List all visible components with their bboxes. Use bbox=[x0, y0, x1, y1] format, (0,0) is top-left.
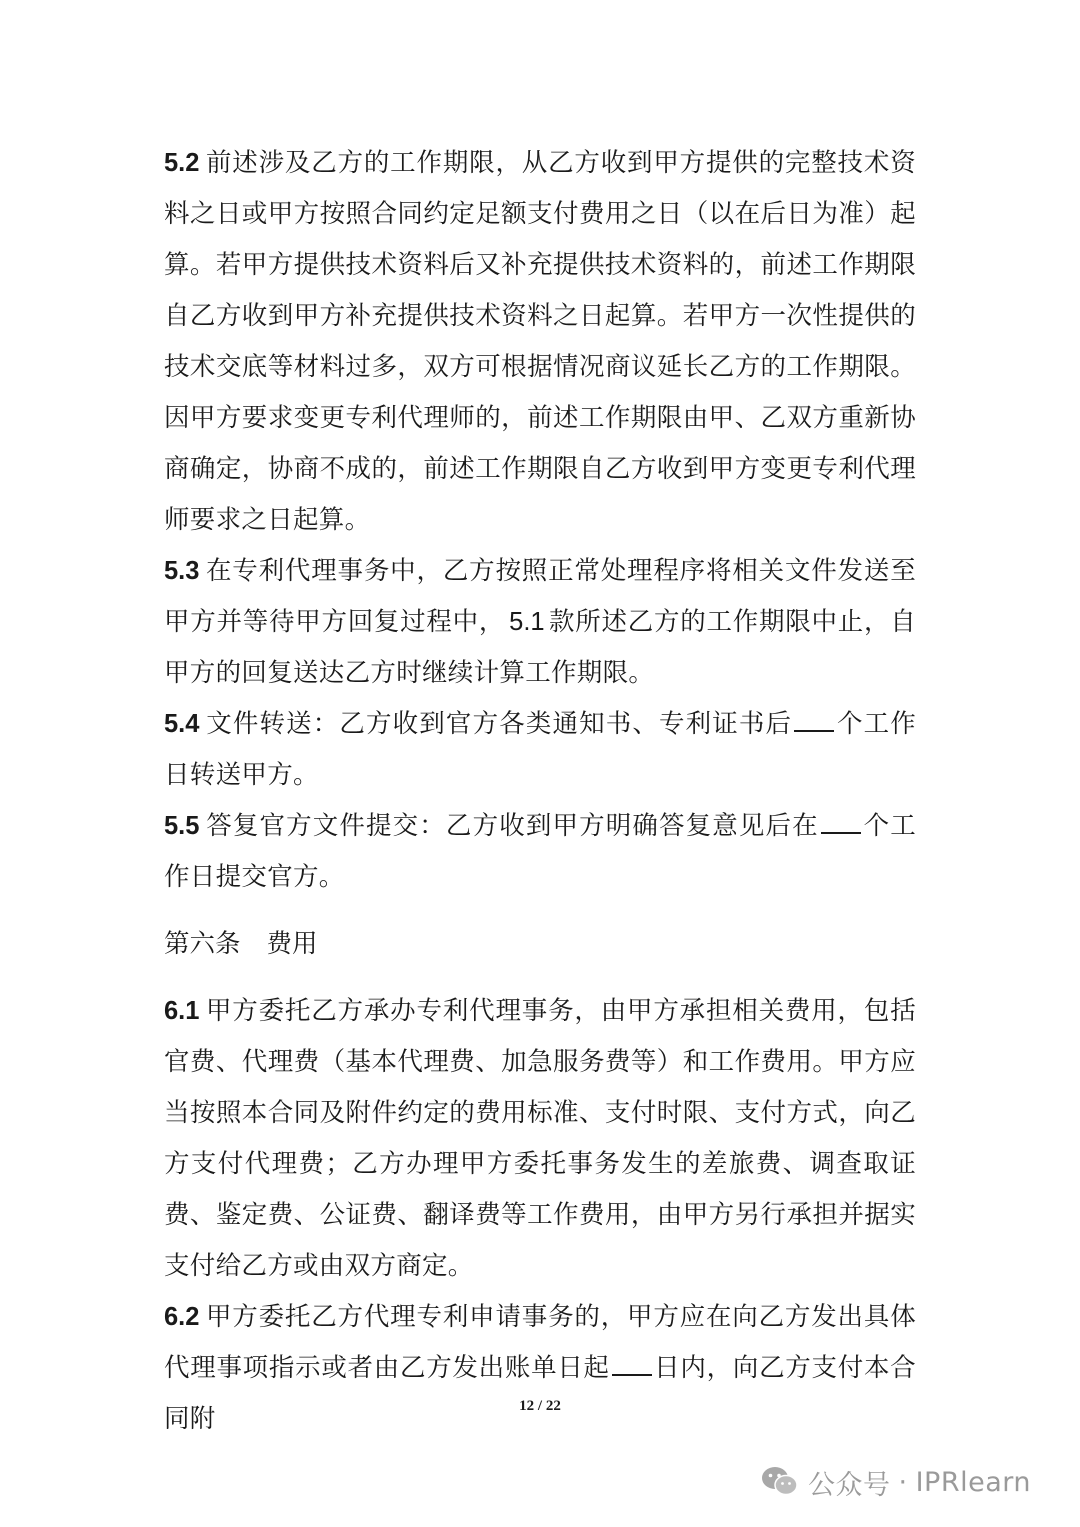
article-heading bbox=[164, 919, 916, 970]
wechat-icon bbox=[760, 1465, 800, 1499]
clause-text: 个工作日转送甲方。 bbox=[164, 709, 916, 790]
fill-in-blank bbox=[612, 1352, 652, 1376]
clause-number: 5.5 bbox=[164, 812, 200, 840]
fill-in-blank bbox=[821, 810, 861, 834]
clause-text: 在专利代理事务中，乙方按照正常处理程序将相关文件发送至甲方并等待甲方回复过程中， bbox=[164, 556, 916, 637]
watermark-label: 公众号 bbox=[808, 1469, 891, 1501]
page-number: 12 / 22 bbox=[519, 1398, 561, 1414]
clause-number: 6.1 bbox=[164, 997, 200, 1025]
clause-text: 前述涉及乙方的工作期限，从乙方收到甲方提供的完整技术资料之日或甲方按照合同约定足额支付费用之日（以在后日为准）起算。若甲方提供技术资料后又补充提供技术资料的，前述工作期限自乙方收到甲方补充提供技术资料之日起算。若甲方一次性提供的技术交底等材料过多，双方可根据情况商议延长乙方的工作期限。因甲方要求变更专利代理师的，前述工作期限由甲、乙双方重新协商确定，协商不成的，前述工作期限自乙方收到甲方变更专利代理师要求之日起算。 bbox=[164, 148, 916, 535]
clause-6-2 bbox=[164, 1292, 916, 1445]
fill-in-blank bbox=[794, 708, 834, 732]
clause-text: 个工作日提交官方。 bbox=[164, 811, 916, 892]
clause-text: 甲方委托乙方代理专利申请事务的，甲方应在向乙方发出具体代理事项指示或者由乙方发出账单日起 bbox=[164, 1302, 916, 1383]
clause-5-3 bbox=[164, 546, 916, 699]
watermark-separator: · bbox=[898, 1466, 908, 1498]
article-title: 费用 bbox=[266, 929, 318, 959]
article-label: 第六条 bbox=[164, 929, 241, 959]
clause-reference: 5.1 bbox=[509, 608, 545, 636]
clause-5-4 bbox=[164, 699, 916, 801]
clause-text: 款所述乙方的工作期限中止，自甲方的回复送达乙方时继续计算工作期限。 bbox=[164, 607, 916, 688]
document-page bbox=[164, 138, 916, 1445]
clause-number: 6.2 bbox=[164, 1303, 200, 1331]
clause-5-5 bbox=[164, 801, 916, 903]
clause-number: 5.2 bbox=[164, 149, 200, 177]
clause-text: 甲方委托乙方承办专利代理事务，由甲方承担相关费用，包括官费、代理费（基本代理费、加急服务费等）和工作费用。甲方应当按照本合同及附件约定的费用标准、支付时限、支付方式，向乙方支付代理费；乙方办理甲方委托事务发生的差旅费、调查取证费、鉴定费、公证费、翻译费等工作费用，由甲方另行承担并据实支付给乙方或由双方商定。 bbox=[164, 996, 916, 1281]
clause-number: 5.4 bbox=[164, 710, 200, 738]
clause-5-2 bbox=[164, 138, 916, 546]
clause-number: 5.3 bbox=[164, 557, 200, 585]
clause-text: 文件转送：乙方收到官方各类通知书、专利证书后 bbox=[205, 709, 793, 739]
clause-text: 答复官方文件提交：乙方收到甲方明确答复意见后在 bbox=[205, 811, 819, 841]
watermark-account: IPRlearn bbox=[915, 1466, 1031, 1498]
clause-text: 日内，向乙方支付本合同附 bbox=[164, 1353, 916, 1434]
watermark bbox=[760, 1460, 1031, 1504]
clause-6-1 bbox=[164, 986, 916, 1292]
